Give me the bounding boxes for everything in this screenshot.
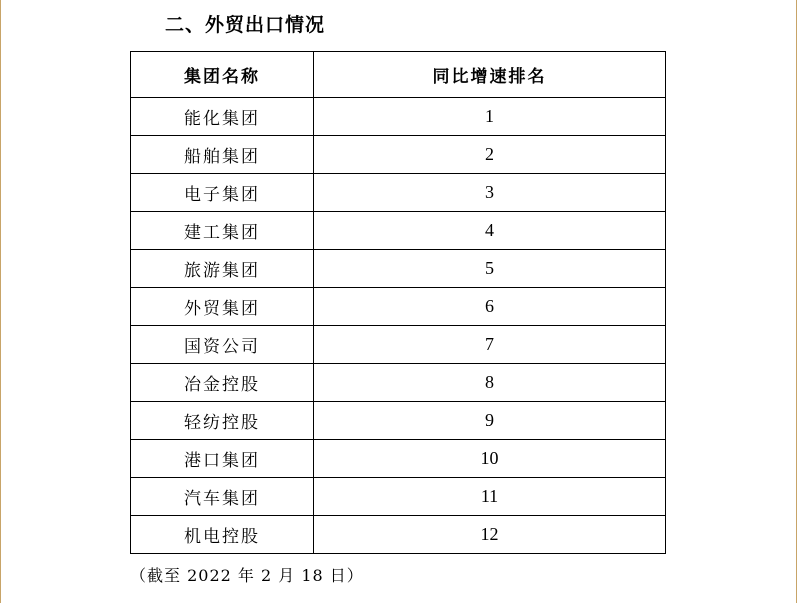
column-header-growth-rank: 同比增速排名 bbox=[314, 52, 666, 98]
group-name-cell: 能化集团 bbox=[131, 98, 314, 136]
rank-cell: 1 bbox=[314, 98, 666, 136]
table-row bbox=[131, 212, 666, 250]
group-name-cell: 冶金控股 bbox=[131, 364, 314, 402]
table-row bbox=[131, 98, 666, 136]
group-name-cell: 轻纺控股 bbox=[131, 402, 314, 440]
column-header-group-name: 集团名称 bbox=[131, 52, 314, 98]
group-name-cell: 外贸集团 bbox=[131, 288, 314, 326]
table-header-row bbox=[131, 52, 666, 98]
group-name-cell: 港口集团 bbox=[131, 440, 314, 478]
table-row bbox=[131, 440, 666, 478]
rank-cell: 6 bbox=[314, 288, 666, 326]
rank-cell: 11 bbox=[314, 478, 666, 516]
group-name-cell: 旅游集团 bbox=[131, 250, 314, 288]
table-row bbox=[131, 136, 666, 174]
rank-cell: 2 bbox=[314, 136, 666, 174]
table-row bbox=[131, 516, 666, 554]
table-row bbox=[131, 174, 666, 212]
rank-cell: 5 bbox=[314, 250, 666, 288]
group-name-cell: 船舶集团 bbox=[131, 136, 314, 174]
rank-cell: 4 bbox=[314, 212, 666, 250]
page-frame-left-border bbox=[0, 0, 1, 603]
group-name-cell: 建工集团 bbox=[131, 212, 314, 250]
table-row bbox=[131, 326, 666, 364]
table-row bbox=[131, 402, 666, 440]
rank-cell: 7 bbox=[314, 326, 666, 364]
rank-cell: 8 bbox=[314, 364, 666, 402]
rank-cell: 3 bbox=[314, 174, 666, 212]
export-ranking-table bbox=[130, 51, 666, 554]
group-name-cell: 国资公司 bbox=[131, 326, 314, 364]
table-row bbox=[131, 288, 666, 326]
date-footnote: （截至 2022 年 2 月 18 日） bbox=[130, 566, 364, 585]
rank-cell: 9 bbox=[314, 402, 666, 440]
table-row bbox=[131, 250, 666, 288]
table-row bbox=[131, 478, 666, 516]
group-name-cell: 汽车集团 bbox=[131, 478, 314, 516]
rank-cell: 12 bbox=[314, 516, 666, 554]
group-name-cell: 机电控股 bbox=[131, 516, 314, 554]
rank-cell: 10 bbox=[314, 440, 666, 478]
table-row bbox=[131, 364, 666, 402]
group-name-cell: 电子集团 bbox=[131, 174, 314, 212]
section-title: 二、外贸出口情况 bbox=[165, 14, 326, 36]
